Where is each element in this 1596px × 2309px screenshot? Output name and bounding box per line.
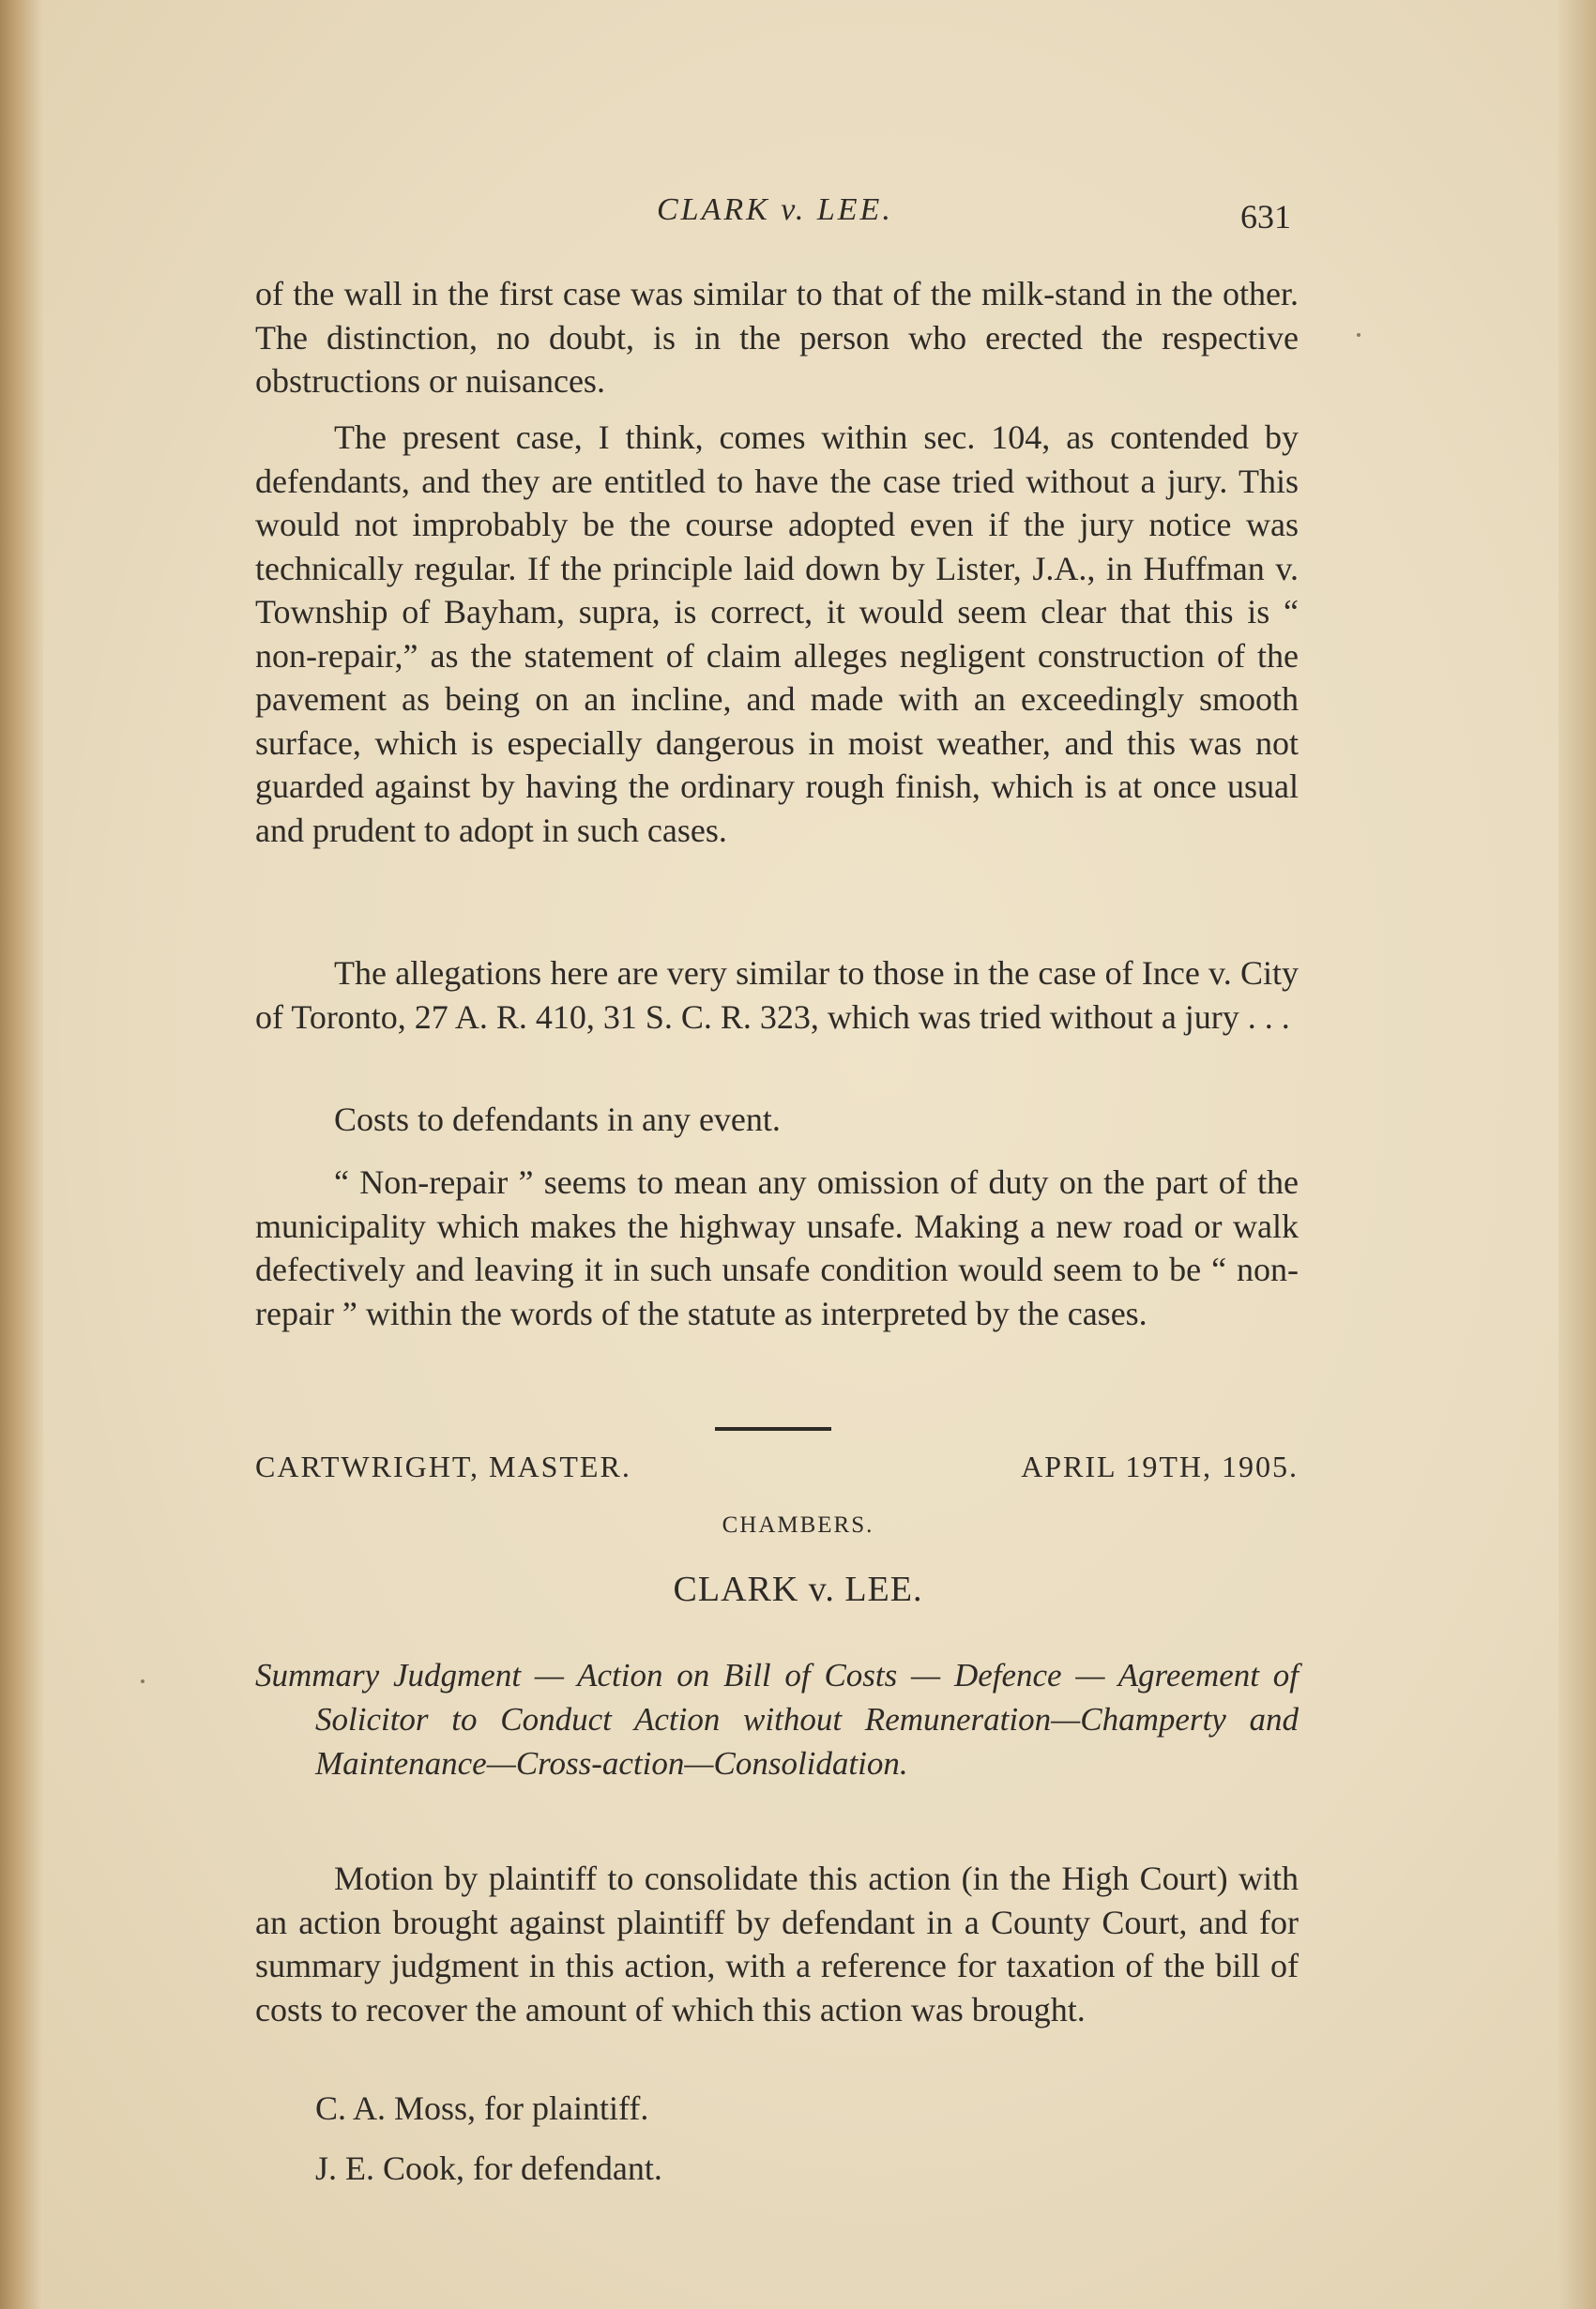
page-gutter-shadow [0, 0, 43, 2309]
paragraph-continuation: of the wall in the first case was similar to that of the milk-stand in the other. The distinction, no doubt, is in the person who erected the respective obstructions or nuisances. [255, 275, 1299, 400]
court-label: CHAMBERS. [722, 1512, 874, 1538]
paragraph-costs: Costs to defendants in any event. [334, 1101, 781, 1138]
paper-speck [1357, 333, 1360, 337]
page-edge-shadow [1558, 0, 1596, 2309]
judge-name: CARTWRIGHT, MASTER. [255, 1450, 631, 1483]
paragraph-allegations: The allegations here are very similar to those in the case of Ince v. City of Toronto, 27 A. R. 410, 31 S. C. R. 323, which was tried without a jury . . . [255, 954, 1299, 1036]
counsel-plaintiff: C. A. Moss, for plaintiff. [315, 2089, 649, 2127]
headnote: Summary Judgment — Action on Bill of Costs — Defence — Agreement of Solicitor to Conduct Action without Remuneration—Champerty and Maintenance—Cross-action—Consolidation. [255, 1657, 1299, 1782]
section-divider [715, 1427, 831, 1431]
paragraph-non-repair: “ Non-repair ” seems to mean any omission of duty on the part of the municipality which makes the highway unsafe. Making a new road or walk defectively and leaving it in such unsafe condition would seem to be “ non-repair ” within the words of the statute as interpreted by the cases. [255, 1163, 1299, 1332]
judgment-date: APRIL 19TH, 1905. [1021, 1450, 1299, 1483]
paper-speck [141, 1679, 144, 1683]
paragraph-motion: Motion by plaintiff to consolidate this action (in the High Court) with an action brought against plaintiff by defendant in a County Court, and for summary judgment in this action, with a reference for taxation of the bill of costs to recover the amount of which this action was brought. [255, 1860, 1299, 2028]
counsel-defendant: J. E. Cook, for defendant. [315, 2149, 662, 2187]
case-title: CLARK v. LEE. [673, 1570, 923, 1609]
paragraph-present-case: The present case, I think, comes within sec. 104, as contended by defendants, and they are entitled to have the case tried without a jury. This would not improbably be the course adopted even if the jury notice was technically regular. If the principle laid down by Lister, J.A., in Huffman v. Township of Bayham, supra, is correct, it would seem clear that this is “ non-repair,” as the statement of claim alleges negligent construction of the pavement as being on an incline, and made with an exceedingly smooth surface, which is especially dangerous in moist weather, and this was not guarded against by having the ordinary rough finish, which is at once usual and prudent to adopt in such cases. [255, 418, 1299, 849]
page-number: 631 [1240, 198, 1291, 235]
byline [255, 1450, 1299, 1484]
running-head: CLARK v. LEE. [657, 192, 893, 227]
